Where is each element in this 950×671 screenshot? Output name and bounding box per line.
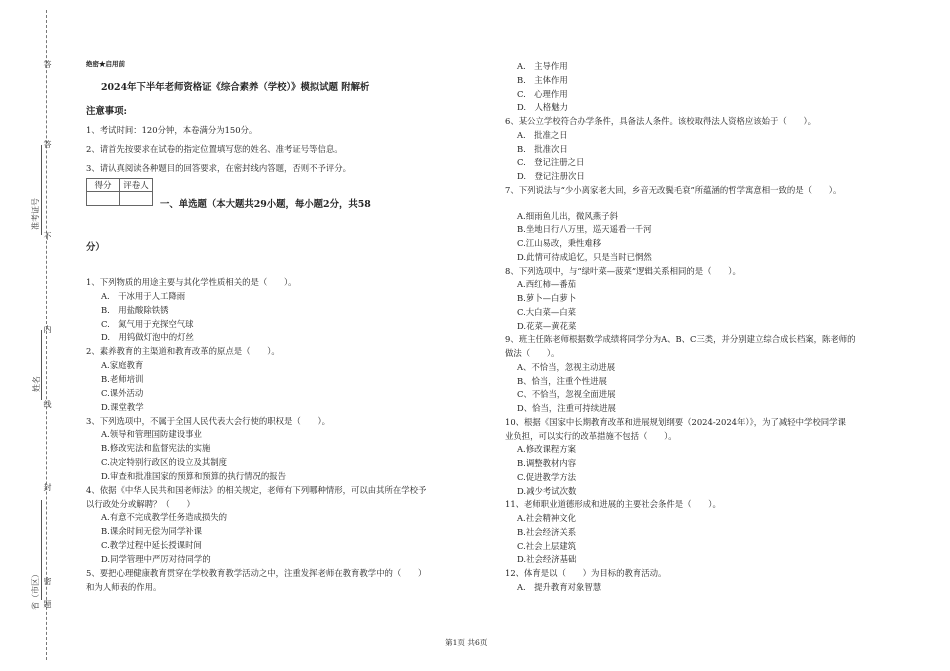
answer-option: B. 用盐酸除铁锈 [101, 304, 169, 315]
answer-option: B、恰当，注重个性进展 [517, 375, 607, 386]
answer-option: A.西红柿—番茄 [517, 279, 576, 290]
margin-label-da2: 答 [43, 140, 52, 148]
answer-option: A.家庭教育 [101, 360, 144, 371]
exam-number-underline [41, 145, 42, 235]
answer-option: D. 用钨做灯泡中的灯丝 [101, 332, 194, 343]
score-table [86, 178, 153, 206]
answer-option: B.修改宪法和监督宪法的实施 [101, 443, 211, 454]
notes-heading: 注意事项: [86, 106, 127, 117]
answer-option: C.决定特别行政区的设立及其制度 [101, 457, 228, 468]
note-item: 1、考试时间：120分钟，本卷满分为150分。 [86, 125, 258, 135]
section-title-cont: 分） [86, 242, 105, 253]
margin-label-ti: 题 [43, 600, 52, 608]
question-stem: 6、某公立学校符合办学条件，具备法人条件。该校取得法人资格应该始于（ ）。 [505, 116, 817, 126]
margin-label-name: 姓名 [32, 376, 41, 392]
question-stem-cont: 和为人师表的作用。 [86, 581, 162, 592]
question-stem: 10、根据《国家中长期教育改革和进展规划纲要（2024-2024年）》，为了减轻中学校同学课 [505, 416, 846, 427]
margin-label-mi: 密 [43, 577, 52, 585]
answer-option: A.修改课程方案 [517, 444, 576, 455]
answer-option: A. 批准之日 [517, 129, 568, 140]
answer-option: A.社会精神文化 [517, 513, 576, 523]
secret-label: 绝密★启用前 [86, 60, 125, 68]
answer-option: D. 人格魅力 [517, 102, 568, 113]
question-stem: 2、素养教育的主渠道和教育改革的原点是（ ）。 [86, 346, 280, 357]
margin-label-bu: 不 [43, 232, 52, 240]
margin-label-province: 省（市区） [31, 570, 40, 610]
answer-option: B.课余时间无偿为同学补课 [101, 526, 202, 537]
score-cell[interactable] [87, 192, 120, 206]
question-stem: 11、老师职业道德形成和进展的主要社会条件是（ ）。 [505, 499, 721, 510]
answer-option: A. 提升教育对象智慧 [517, 581, 602, 592]
section-title: 一、单选题（本大题共29小题，每小题2分，共58 [160, 199, 371, 210]
note-item: 2、请首先按要求在试卷的指定位置填写您的姓名、准考证号等信息。 [86, 144, 343, 154]
answer-option: C.促进教学方法 [517, 471, 577, 482]
answer-option: A、不恰当，忽视主动进展 [517, 361, 616, 372]
question-stem: 4、依据《中华人民共和国老师法》的相关规定，老师有下列哪种情形，可以由其所在学校予 [86, 484, 427, 495]
grader-cell[interactable] [120, 192, 153, 206]
answer-option: C. 氮气用于充探空气球 [101, 318, 194, 329]
question-stem-cont: 业负担，可以实行的改革措施不包括（ ）。 [505, 430, 677, 441]
answer-option: D.减少考试次数 [517, 485, 577, 496]
answer-option: C.江山易改，秉性难移 [517, 238, 602, 248]
answer-option: C. 登记注册之日 [517, 157, 585, 168]
answer-option: B.调整教材内容 [517, 458, 577, 468]
page-number: 第1页 共6页 [445, 638, 488, 647]
question-stem: 12、体育是以（ ）为目标的教育活动。 [505, 568, 667, 578]
answer-option: B. 主体作用 [517, 74, 568, 85]
answer-option: B.萝卜—白萝卜 [517, 293, 577, 303]
page-title: 2024年下半年老师资格证《综合素养（学校）》模拟试题 附解析 [101, 82, 370, 93]
answer-option: C.社会上层建筑 [517, 540, 577, 551]
answer-option: C. 心理作用 [517, 88, 568, 99]
answer-option: A.细雨鱼儿出，微风燕子斜 [517, 210, 618, 221]
note-item: 3、请认真阅读各种题目的回答要求，在密封线内答题，否则不予评分。 [86, 163, 351, 173]
answer-option: D.此情可待成追忆，只是当时已惘然 [517, 251, 652, 262]
grader-label: 评卷人 [120, 179, 153, 192]
answer-option: A.有意不完成教学任务造成损失的 [101, 512, 227, 523]
answer-option: C.课外活动 [101, 387, 144, 398]
margin-label-feng: 封 [43, 483, 52, 491]
margin-label-exam-number: 准考证号 [31, 198, 40, 230]
answer-option: A.领导和管理国防建设事业 [101, 429, 202, 440]
answer-option: A. 干冰用于人工降雨 [101, 290, 186, 301]
answer-option: C.大白菜—白菜 [517, 306, 577, 317]
question-stem: 7、下列说法与“少小离家老大回，乡音无改鬓毛衰”所蕴涵的哲学寓意相一致的是（ ）。 [505, 184, 842, 195]
margin-label-da: 答 [43, 60, 52, 68]
answer-option: B.老师培训 [101, 373, 144, 384]
question-stem-cont: 以行政处分或解聘？（ ） [86, 498, 195, 509]
seal-dashed-line [46, 10, 47, 660]
question-stem: 3、下列选项中，不属于全国人民代表大会行使的职权是（ ）。 [86, 415, 331, 426]
question-stem: 5、要把心理健康教育贯穿在学校教育教学活动之中，注重发挥老师在教育教学中的（ ） [86, 567, 427, 578]
answer-option: B.坐地日行八万里，巡天遥看一千河 [517, 224, 652, 235]
answer-option: D.社会经济基础 [517, 554, 577, 565]
answer-option: D、恰当，注重可持续进展 [517, 403, 616, 413]
answer-option: B.社会经济关系 [517, 526, 577, 537]
question-stem-cont: 做法（ ）。 [505, 348, 560, 358]
score-label: 得分 [87, 179, 120, 192]
answer-option: D.课堂教学 [101, 401, 144, 412]
margin-label-xian: 线 [43, 400, 52, 408]
answer-option: D. 登记注册次日 [517, 171, 585, 181]
answer-option: D.同学管理中严厉对待同学的 [101, 554, 211, 564]
answer-option: B. 批准次日 [517, 143, 568, 154]
province-underline [41, 500, 42, 600]
name-underline [41, 330, 42, 400]
question-stem: 8、下列选项中，与“绿叶菜—菠菜”逻辑关系相同的是（ ）。 [505, 265, 741, 276]
answer-option: C.教学过程中延长授课时间 [101, 540, 202, 551]
answer-option: C、不恰当，忽视全面进展 [517, 389, 616, 400]
margin-label-nei: 内 [43, 325, 52, 333]
question-stem: 9、班主任陈老师根据数学成绩将同学分为A、B、C三类，并分别建立综合成长档案，陈老师的 [505, 334, 856, 345]
answer-option: A. 主导作用 [517, 61, 568, 71]
answer-option: D.花菜—黄花菜 [517, 320, 577, 331]
answer-option: D.审查和批准国家的预算和预算的执行情况的报告 [101, 470, 286, 481]
question-stem: 1、下列物质的用途主要与其化学性质相关的是（ ）。 [86, 277, 297, 287]
